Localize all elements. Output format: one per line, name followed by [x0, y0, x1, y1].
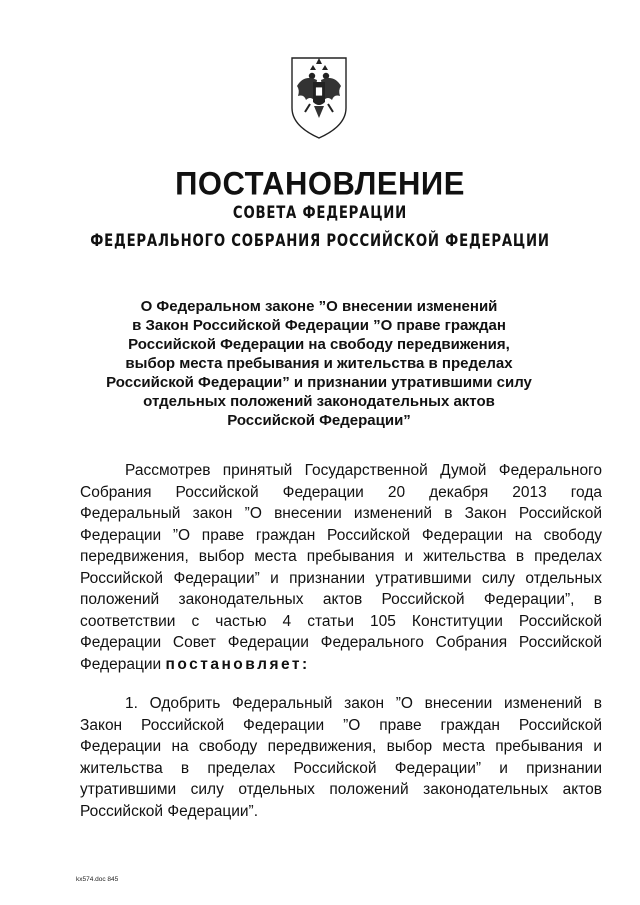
title-line: Российской Федерации на свободу передвижения,	[128, 336, 510, 353]
title-line: Российской Федерации” и признании утратившими силу	[106, 374, 532, 391]
paragraph-text: Федерации	[80, 655, 162, 673]
paragraph-line: Рассмотрев принятый Государственной Думой Федерального	[125, 462, 602, 479]
paragraph-line	[80, 654, 602, 676]
paragraph-line: соответствии с частью 4 статьи 105 Конституции Российской	[80, 612, 602, 630]
paragraph-line: Федерации Совет Федерации Федерального Собрания Российской	[80, 634, 602, 651]
title-line: в Закон Российской Федерации ”О праве граждан	[132, 317, 506, 334]
state-emblem-icon	[288, 56, 350, 140]
paragraph-line: Федерации ”О праве граждан Российской Федерации на свободу	[80, 526, 602, 544]
paragraph-line: 1. Одобрить Федеральный закон ”О внесении изменений в	[125, 695, 602, 712]
paragraph-line: Федеральный закон ”О внесении изменений в Закон Российской	[80, 505, 602, 522]
paragraph-line: положений законодательных актов Российской Федерации”, в	[80, 591, 602, 608]
resolution-keyword: постановляет:	[165, 655, 310, 673]
paragraph-line: Российской Федерации” и признании утратившими силу отдельных	[80, 569, 602, 587]
resolution-item-1	[80, 693, 602, 822]
issuer-subheading: ФЕДЕРАЛЬНОГО СОБРАНИЯ РОССИЙСКОЙ ФЕДЕРАЦИИ	[90, 231, 550, 251]
paragraph-line: Российской Федерации”.	[80, 802, 259, 820]
paragraph-line: Закон Российской Федерации ”О праве граждан Российской	[80, 716, 602, 734]
title-line: выбор места пребывания и жительства в пределах	[125, 355, 513, 372]
paragraph-line: жительства в пределах Российской Федерации” и признании	[80, 759, 602, 777]
paragraph-line: Федерации на свободу передвижения, выбор места пребывания и	[80, 738, 602, 755]
title-line: Российской Федерации”	[227, 412, 411, 429]
title-line: О Федеральном законе ”О внесении изменений	[140, 298, 498, 315]
file-reference: kx574.doc 845	[76, 876, 119, 883]
paragraph-line: Собрания Российской Федерации 20 декабря 2013 года	[80, 483, 602, 501]
paragraph-line: утратившими силу отдельных положений законодательных актов	[80, 781, 602, 798]
issuer-heading: СОВЕТА ФЕДЕРАЦИИ	[232, 203, 408, 223]
title-line: отдельных положений законодательных актов	[143, 393, 495, 410]
paragraph-line: передвижения, выбор места пребывания и жительства в пределах	[80, 548, 602, 565]
preamble-paragraph	[80, 460, 602, 675]
document-type-heading: ПОСТАНОВЛЕНИЕ	[175, 165, 465, 202]
document-title	[80, 297, 558, 430]
